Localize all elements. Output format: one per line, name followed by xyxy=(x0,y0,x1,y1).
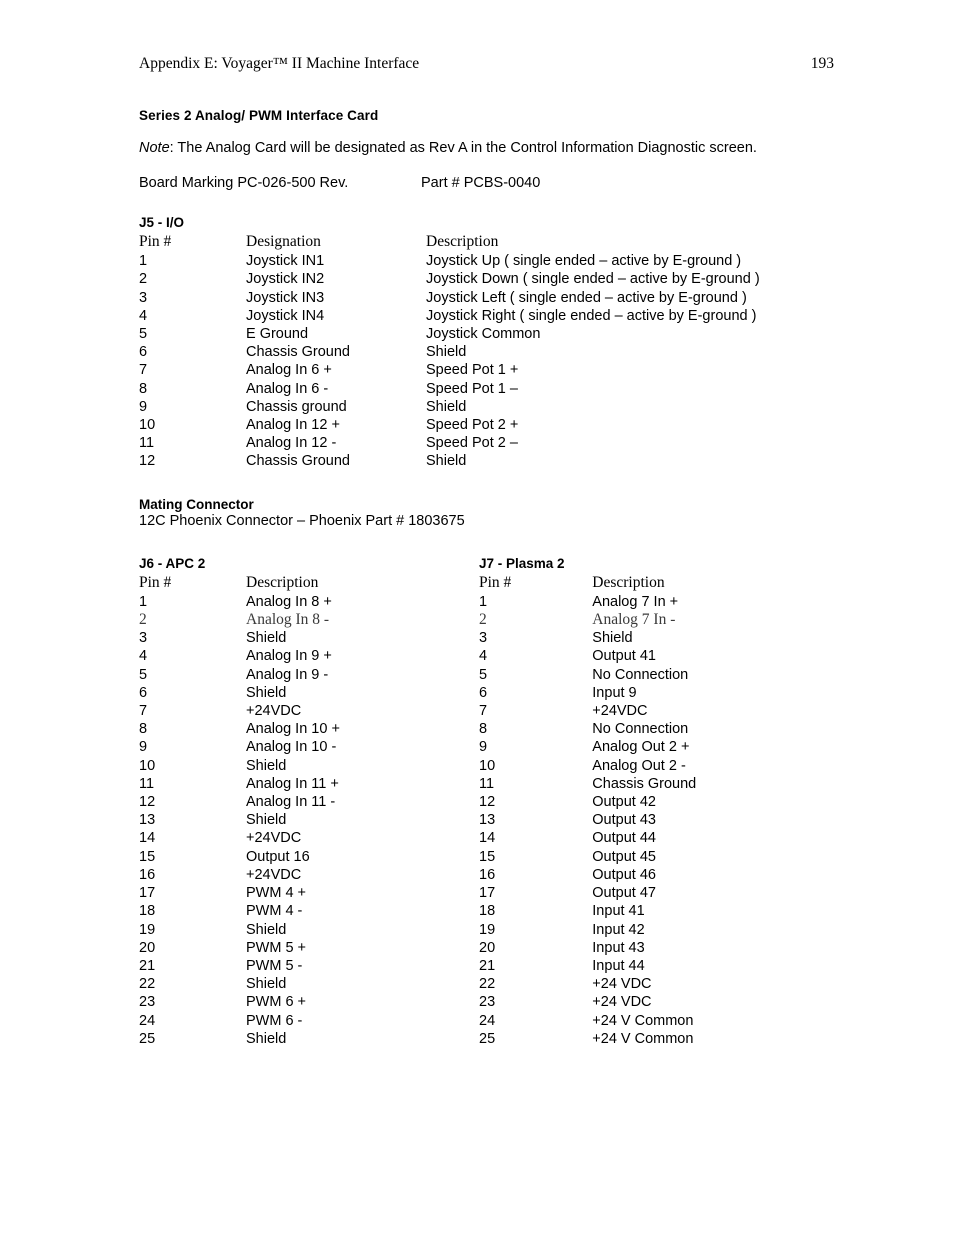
cell-description: Analog Out 2 + xyxy=(592,739,690,756)
cell-pin: 16 xyxy=(139,866,156,883)
cell-pin: 12 xyxy=(479,794,496,811)
cell-pin: 2 xyxy=(139,271,148,288)
cell-description: PWM 5 - xyxy=(246,957,303,974)
cell-pin: 2 xyxy=(479,611,487,629)
cell-description: Output 46 xyxy=(592,866,656,883)
column-header-description: Description xyxy=(246,573,319,591)
cell-pin: 7 xyxy=(139,703,148,720)
section-heading: Series 2 Analog/ PWM Interface Card xyxy=(139,108,379,123)
cell-description: Shield xyxy=(246,1030,287,1047)
cell-pin: 6 xyxy=(139,684,148,701)
cell-description: Shield xyxy=(246,976,287,993)
note-text: : The Analog Card will be designated as Rev A in the Control Information Diagnostic screen. xyxy=(169,140,757,156)
j7-block xyxy=(479,556,839,1048)
j6-title: J6 - APC 2 xyxy=(139,555,206,571)
cell-pin: 8 xyxy=(479,721,488,738)
cell-pin: 1 xyxy=(139,253,148,270)
cell-description: Shield xyxy=(246,630,287,647)
cell-pin: 22 xyxy=(139,976,156,993)
cell-description: +24VDC xyxy=(592,703,648,720)
table-row xyxy=(139,921,479,939)
cell-pin: 14 xyxy=(139,830,156,847)
cell-pin: 2 xyxy=(139,611,147,629)
board-marking-line xyxy=(139,175,839,193)
cell-description: Shield xyxy=(246,812,287,829)
table-row xyxy=(139,848,479,866)
table-row xyxy=(139,434,839,452)
cell-pin: 19 xyxy=(479,921,496,938)
table-row xyxy=(139,252,839,270)
cell-description: PWM 6 - xyxy=(246,1012,303,1029)
table-row xyxy=(139,884,479,902)
cell-description: Input 43 xyxy=(592,939,645,956)
cell-designation: Analog In 12 + xyxy=(246,417,340,434)
cell-pin: 13 xyxy=(479,812,496,829)
cell-description: +24VDC xyxy=(246,866,302,883)
table-row xyxy=(139,398,839,416)
table-row xyxy=(139,939,479,957)
cell-description: Shield xyxy=(246,921,287,938)
cell-pin: 17 xyxy=(139,885,156,902)
cell-description: +24 VDC xyxy=(592,976,652,993)
cell-pin: 20 xyxy=(139,939,156,956)
table-row xyxy=(479,829,839,847)
cell-pin: 7 xyxy=(479,703,488,720)
table-row xyxy=(139,738,479,756)
cell-pin: 1 xyxy=(139,593,148,610)
table-row xyxy=(479,848,839,866)
cell-description: Speed Pot 2 + xyxy=(426,417,519,434)
table-header-row xyxy=(139,574,479,593)
cell-description: Input 41 xyxy=(592,903,645,920)
cell-description: Shield xyxy=(426,398,467,415)
cell-description: Output 44 xyxy=(592,830,656,847)
cell-pin: 4 xyxy=(139,648,148,665)
page-header xyxy=(139,55,834,73)
table-row xyxy=(139,325,839,343)
cell-pin: 21 xyxy=(139,957,156,974)
cell-pin: 4 xyxy=(479,648,488,665)
note-label: Note xyxy=(139,140,170,156)
cell-pin: 5 xyxy=(139,666,148,683)
cell-pin: 5 xyxy=(479,666,488,683)
table-row xyxy=(479,902,839,920)
cell-pin: 18 xyxy=(139,903,156,920)
cell-pin: 9 xyxy=(479,739,488,756)
table-row xyxy=(139,270,839,288)
cell-pin: 16 xyxy=(479,866,496,883)
cell-pin: 22 xyxy=(479,976,496,993)
cell-pin: 11 xyxy=(139,775,155,792)
table-row xyxy=(139,902,479,920)
cell-designation: Chassis ground xyxy=(246,398,347,415)
cell-pin: 20 xyxy=(479,939,496,956)
cell-description: PWM 4 - xyxy=(246,903,303,920)
cell-description: Speed Pot 1 + xyxy=(426,362,519,379)
cell-description: Analog In 8 + xyxy=(246,593,332,610)
cell-pin: 10 xyxy=(139,417,156,434)
cell-description: Chassis Ground xyxy=(592,775,697,792)
cell-description: Speed Pot 2 – xyxy=(426,435,518,452)
cell-description: Analog 7 In + xyxy=(592,593,679,610)
cell-description: Joystick Up ( single ended – active by E-ground ) xyxy=(426,253,742,270)
cell-designation: Chassis Ground xyxy=(246,344,350,361)
table-row xyxy=(139,361,839,379)
cell-description: Input 9 xyxy=(592,684,637,701)
header-title: Appendix E: Voyager™ II Machine Interface xyxy=(139,55,420,72)
cell-pin: 8 xyxy=(139,380,148,397)
cell-pin: 15 xyxy=(479,848,496,865)
cell-description: +24 V Common xyxy=(592,1012,694,1029)
table-row xyxy=(139,793,479,811)
table-row xyxy=(479,1012,839,1030)
column-header-description: Description xyxy=(592,573,665,591)
table-row xyxy=(139,957,479,975)
table-row xyxy=(479,939,839,957)
j5-table xyxy=(139,233,839,471)
cell-pin: 15 xyxy=(139,848,156,865)
table-row xyxy=(479,957,839,975)
table-row xyxy=(479,629,839,647)
connector-tables xyxy=(139,556,839,1048)
table-row xyxy=(139,684,479,702)
cell-description: Analog In 9 + xyxy=(246,648,332,665)
table-row xyxy=(139,702,479,720)
cell-description: Shield xyxy=(592,630,633,647)
table-row xyxy=(139,1030,479,1048)
cell-description: Shield xyxy=(246,684,287,701)
cell-designation: Joystick IN4 xyxy=(246,307,325,324)
cell-designation: Joystick IN3 xyxy=(246,289,325,306)
table-row xyxy=(139,343,839,361)
cell-pin: 23 xyxy=(479,994,496,1011)
table-row xyxy=(479,775,839,793)
cell-description: PWM 5 + xyxy=(246,939,307,956)
cell-pin: 13 xyxy=(139,812,156,829)
cell-pin: 3 xyxy=(139,289,148,306)
table-row xyxy=(139,775,479,793)
cell-description: Output 16 xyxy=(246,848,310,865)
table-row xyxy=(479,1030,839,1048)
table-row xyxy=(139,829,479,847)
table-row xyxy=(479,866,839,884)
cell-description: Analog In 11 + xyxy=(246,775,339,792)
table-row xyxy=(479,702,839,720)
j7-table xyxy=(479,574,839,1048)
j5-title: J5 - I/O xyxy=(139,215,185,230)
table-row xyxy=(139,452,839,470)
cell-description: Joystick Down ( single ended – active by E-ground ) xyxy=(426,271,760,288)
column-header-designation: Designation xyxy=(246,233,321,250)
cell-pin: 14 xyxy=(479,830,496,847)
cell-pin: 7 xyxy=(139,362,148,379)
cell-description: Shield xyxy=(246,757,287,774)
cell-pin: 24 xyxy=(479,1012,496,1029)
column-header-description: Description xyxy=(426,233,499,250)
table-row xyxy=(479,793,839,811)
table-row xyxy=(139,307,839,325)
cell-pin: 4 xyxy=(139,307,148,324)
cell-pin: 6 xyxy=(139,344,148,361)
table-row xyxy=(139,993,479,1011)
j6-table xyxy=(139,574,479,1048)
table-row xyxy=(139,757,479,775)
cell-description: Speed Pot 1 – xyxy=(426,380,518,397)
table-row xyxy=(139,720,479,738)
table-row xyxy=(479,811,839,829)
cell-pin: 25 xyxy=(479,1030,496,1047)
cell-description: No Connection xyxy=(592,666,689,683)
cell-description: Analog In 10 + xyxy=(246,721,340,738)
cell-designation: Joystick IN2 xyxy=(246,271,325,288)
cell-pin: 9 xyxy=(139,739,148,756)
cell-pin: 23 xyxy=(139,994,156,1011)
cell-description: +24VDC xyxy=(246,703,302,720)
cell-pin: 6 xyxy=(479,684,488,701)
table-row xyxy=(479,884,839,902)
column-header-pin: Pin # xyxy=(139,233,172,250)
table-row xyxy=(479,738,839,756)
cell-pin: 8 xyxy=(139,721,148,738)
cell-designation: Joystick IN1 xyxy=(246,253,325,270)
table-row xyxy=(479,975,839,993)
table-row xyxy=(139,629,479,647)
table-row xyxy=(479,757,839,775)
cell-description: Joystick Left ( single ended – active by E-ground ) xyxy=(426,289,747,306)
cell-description: Analog In 10 - xyxy=(246,739,337,756)
cell-designation: Chassis Ground xyxy=(246,453,350,470)
table-row xyxy=(479,611,839,629)
cell-pin: 5 xyxy=(139,326,148,343)
table-row xyxy=(139,811,479,829)
cell-description: Input 42 xyxy=(592,921,645,938)
cell-description: +24VDC xyxy=(246,830,302,847)
cell-pin: 12 xyxy=(139,453,156,470)
table-row xyxy=(479,993,839,1011)
table-row xyxy=(139,593,479,611)
cell-pin: 11 xyxy=(139,435,155,452)
cell-description: Shield xyxy=(426,344,467,361)
cell-description: Output 42 xyxy=(592,794,656,811)
note-line xyxy=(139,140,839,156)
cell-pin: 21 xyxy=(479,957,496,974)
mating-connector-block xyxy=(139,497,839,529)
cell-pin: 24 xyxy=(139,1012,156,1029)
cell-pin: 12 xyxy=(139,794,156,811)
table-row xyxy=(139,380,839,398)
cell-pin: 3 xyxy=(479,630,488,647)
cell-description: Analog In 9 - xyxy=(246,666,329,683)
cell-pin: 10 xyxy=(139,757,156,774)
table-row xyxy=(139,1012,479,1030)
table-row xyxy=(139,289,839,307)
cell-description: Analog In 8 - xyxy=(246,611,330,629)
column-header-pin: Pin # xyxy=(139,573,172,591)
cell-designation: Analog In 6 + xyxy=(246,362,332,379)
j6-block xyxy=(139,556,479,1048)
table-row xyxy=(479,684,839,702)
cell-description: Output 47 xyxy=(592,885,656,902)
cell-description: Joystick Common xyxy=(426,326,541,343)
table-row xyxy=(479,666,839,684)
table-row xyxy=(479,720,839,738)
table-row xyxy=(139,866,479,884)
table-row xyxy=(479,921,839,939)
mating-connector-text: 12C Phoenix Connector – Phoenix Part # 1803675 xyxy=(139,512,465,529)
cell-description: Output 41 xyxy=(592,648,656,665)
cell-pin: 1 xyxy=(479,593,488,610)
board-marking: Board Marking PC-026-500 Rev. xyxy=(139,175,349,191)
page-number: 193 xyxy=(810,55,834,72)
table-row xyxy=(479,647,839,665)
page-content xyxy=(139,108,839,1048)
table-row xyxy=(139,416,839,434)
cell-pin: 3 xyxy=(139,630,148,647)
mating-connector-title: Mating Connector xyxy=(139,496,254,512)
cell-description: Analog In 11 - xyxy=(246,794,336,811)
table-row xyxy=(479,593,839,611)
column-header-pin: Pin # xyxy=(479,573,512,591)
cell-description: Shield xyxy=(426,453,467,470)
cell-description: No Connection xyxy=(592,721,689,738)
table-row xyxy=(139,975,479,993)
cell-pin: 18 xyxy=(479,903,496,920)
cell-description: PWM 6 + xyxy=(246,994,307,1011)
cell-pin: 19 xyxy=(139,921,156,938)
cell-description: Analog Out 2 - xyxy=(592,757,686,774)
part-number: Part # PCBS-0040 xyxy=(421,175,541,191)
table-row xyxy=(139,666,479,684)
cell-description: Input 44 xyxy=(592,957,645,974)
cell-description: Output 45 xyxy=(592,848,656,865)
j7-title: J7 - Plasma 2 xyxy=(479,555,565,571)
cell-description: Joystick Right ( single ended – active by E-ground ) xyxy=(426,307,757,324)
cell-designation: E Ground xyxy=(246,326,309,343)
table-row xyxy=(139,647,479,665)
cell-description: +24 V Common xyxy=(592,1030,694,1047)
cell-pin: 9 xyxy=(139,398,148,415)
cell-pin: 17 xyxy=(479,885,496,902)
cell-pin: 25 xyxy=(139,1030,156,1047)
table-header-row xyxy=(139,233,839,252)
table-row xyxy=(139,611,479,629)
cell-description: PWM 4 + xyxy=(246,885,307,902)
cell-designation: Analog In 6 - xyxy=(246,380,329,397)
cell-pin: 10 xyxy=(479,757,496,774)
cell-description: Output 43 xyxy=(592,812,656,829)
cell-designation: Analog In 12 - xyxy=(246,435,337,452)
table-header-row xyxy=(479,574,839,593)
cell-description: +24 VDC xyxy=(592,994,652,1011)
cell-pin: 11 xyxy=(479,775,495,792)
cell-description: Analog 7 In - xyxy=(592,611,676,629)
